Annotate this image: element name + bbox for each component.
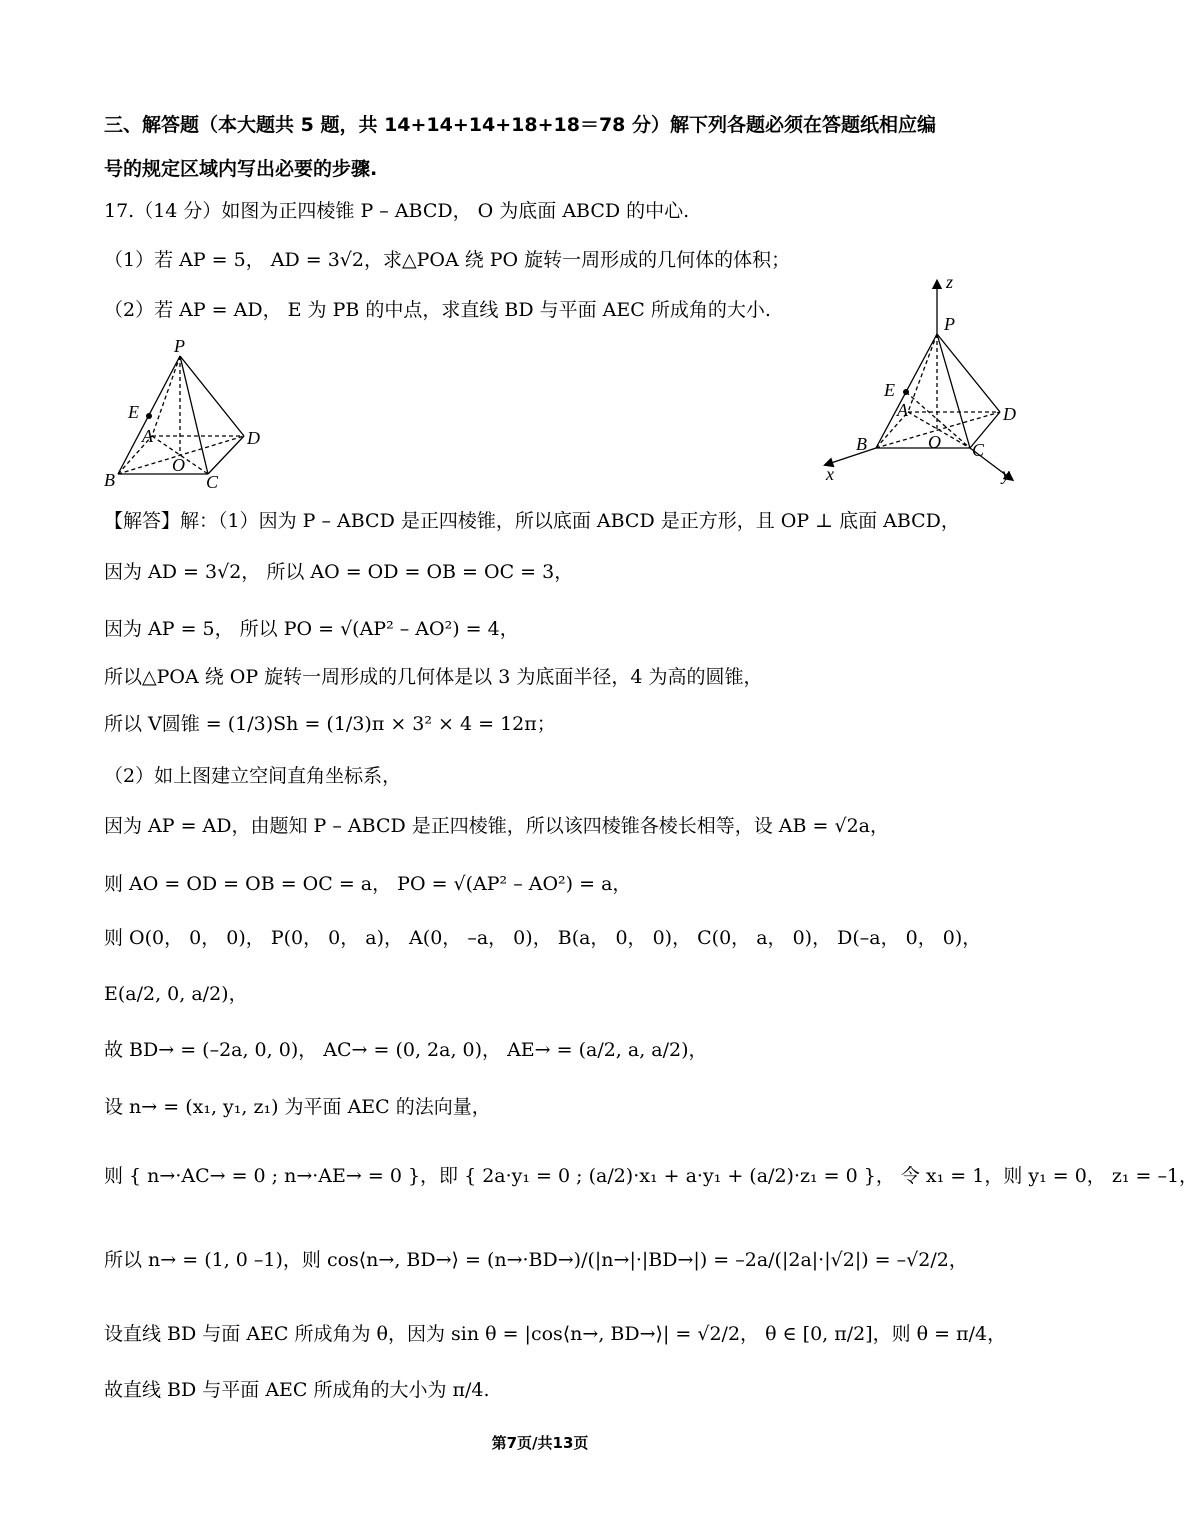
pyramid-figure: [100, 336, 280, 496]
solution-line-2: 因为 AD = 3√2， 所以 AO = OD = OB = OC = 3，: [104, 561, 574, 583]
solution-line-13: 则 { n→·AC→ = 0 ; n→·AE→ = 0 }，即 { 2a·y₁ = 0 ; (a/2)·x₁ + a·y₁ + (a/2)·z₁ = 0 }， 令 x₁ = 1，则 y₁ = 0， z₁ = –1，: [104, 1165, 1198, 1187]
solution-line-7: 因为 AP = AD，由题知 P – ABCD 是正四棱锥，所以该四棱锥各棱长相等，设 AB = √2a，: [104, 815, 889, 837]
label-e: E: [128, 402, 139, 422]
label-z: z: [946, 272, 954, 292]
label-x: x: [826, 464, 834, 484]
label-c: C: [206, 472, 219, 492]
solution-line-6: （2）如上图建立空间直角坐标系，: [104, 765, 402, 787]
solution-line-16: 故直线 BD 与平面 AEC 所成角的大小为 π/4.: [104, 1379, 490, 1401]
solution-line-11: 故 BD→ = (–2a, 0, 0)， AC→ = (0, 2a, 0)， AE→ = (a/2, a, a/2)，: [104, 1039, 708, 1061]
label-a: A: [142, 426, 153, 446]
section-heading-line-2: 号的规定区域内写出必要的步骤.: [104, 158, 378, 180]
solution-line-12: 设 n→ = (x₁, y₁, z₁) 为平面 AEC 的法向量，: [104, 1096, 491, 1118]
label-p: P: [174, 336, 185, 356]
solution-line-5: 所以 V圆锥 = (1/3)Sh = (1/3)π × 3² × 4 = 12π；: [104, 713, 556, 735]
label-e: E: [884, 380, 895, 400]
label-o: O: [928, 432, 941, 452]
solution-line-15: 设直线 BD 与面 AEC 所成角为 θ，因为 sin θ = |cos⟨n→, BD→⟩| = √2/2， θ ∈ [0, π/2]，则 θ = π/4，: [104, 1323, 1007, 1345]
solution-line-8: 则 AO = OD = OB = OC = a， PO = √(AP² – AO²) = a，: [104, 873, 632, 895]
solution-line-4: 所以△POA 绕 OP 旋转一周形成的几何体是以 3 为底面半径，4 为高的圆锥，: [104, 666, 763, 688]
section-heading-line-1: 三、解答题（本大题共 5 题，共 14+14+14+18+18＝78 分）解下列各题必须在答题纸相应编: [104, 114, 937, 136]
label-b: B: [104, 470, 115, 490]
coordinate-pyramid-figure: [820, 272, 1030, 487]
question-2: （2）若 AP = AD， E 为 PB 的中点，求直线 BD 与平面 AEC 所成角的大小.: [104, 299, 771, 321]
problem-stem: 17.（14 分）如图为正四棱锥 P – ABCD， O 为底面 ABCD 的中心.: [104, 200, 690, 222]
label-c: C: [972, 440, 985, 460]
label-d: D: [1003, 404, 1016, 424]
page-number: 第7页/共13页: [491, 1434, 589, 1452]
label-p: P: [944, 314, 955, 334]
label-o: O: [172, 455, 185, 475]
solution-line-14: 所以 n→ = (1, 0 –1)，则 cos⟨n→, BD→⟩ = (n→·BD→)/(|n→|·|BD→|) = –2a/(|2a|·|√2|) = –√2/2，: [104, 1249, 968, 1271]
solution-line-9: 则 O(0， 0， 0)， P(0， 0， a)， A(0， –a， 0)， B(a， 0， 0)， C(0， a， 0)， D(–a， 0， 0)，: [104, 927, 982, 949]
label-y: y: [1002, 464, 1010, 484]
question-1: （1）若 AP = 5， AD = 3√2，求△POA 绕 PO 旋转一周形成的几何体的体积；: [104, 249, 791, 271]
label-d: D: [247, 428, 260, 448]
solution-line-1: 【解答】解：（1）因为 P – ABCD 是正四棱锥，所以底面 ABCD 是正方形，且 OP ⊥ 底面 ABCD，: [104, 510, 960, 532]
label-a: A: [897, 400, 908, 420]
solution-line-10: E(a/2, 0, a/2)，: [104, 983, 248, 1005]
label-b: B: [856, 434, 867, 454]
solution-line-3: 因为 AP = 5， 所以 PO = √(AP² – AO²) = 4，: [104, 618, 519, 640]
